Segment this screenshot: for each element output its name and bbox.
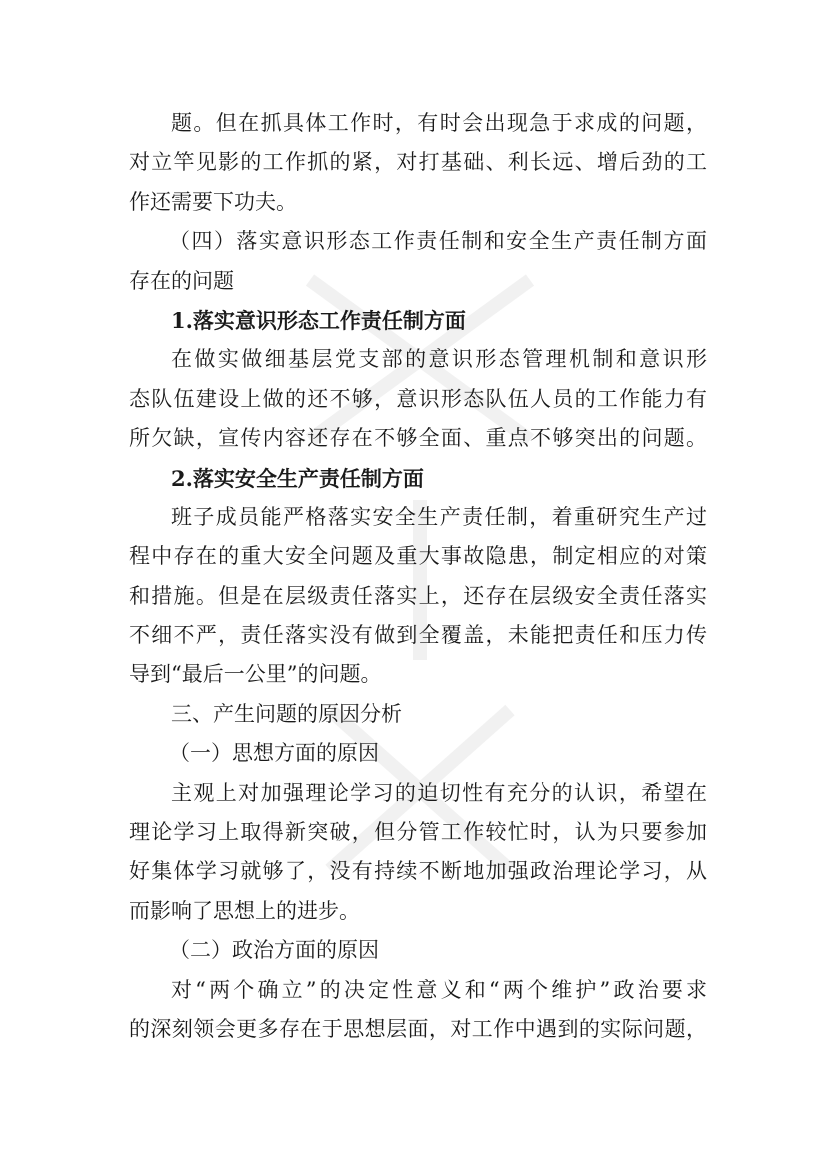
text-line: 在做实做细基层党支部的意识形态管理机制和意识形: [171, 347, 707, 372]
text-line: 态队伍建设上做的还不够，意识形态队伍人员的工作能力有: [129, 386, 707, 411]
text-line: 程中存在的重大安全问题及重大事故隐患，制定相应的对策: [129, 544, 707, 569]
text-line: 作还需要下功夫。: [129, 189, 297, 214]
text-line: 主观上对加强理论学习的迫切性有充分的认识，希望在: [171, 780, 707, 805]
text-line: 的深刻领会更多存在于思想层面，对工作中遇到的实际问题，: [129, 1016, 707, 1041]
text-line: 和措施。但是在层级责任落实上，还存在层级安全责任落实: [129, 583, 707, 608]
text-line: 而影响了思想上的进步。: [129, 898, 360, 923]
text-line: 班子成员能严格落实安全生产责任制，着重研究生产过: [171, 504, 707, 529]
text-line: 2.落实安全生产责任制方面: [171, 465, 424, 491]
text-line: （四）落实意识形态工作责任制和安全生产责任制方面: [169, 229, 707, 254]
text-line: 理论学习上取得新突破，但分管工作较忙时，认为只要参加: [129, 820, 707, 845]
text-line: 存在的问题: [129, 268, 234, 293]
document-body: [129, 104, 707, 1049]
text-line: 对“两个确立”的决定性意义和“两个维护”政治要求: [171, 977, 707, 1002]
text-line: 对立竿见影的工作抓的紧，对打基础、利长远、增后劲的工: [129, 150, 707, 175]
text-line: 所欠缺，宣传内容还存在不够全面、重点不够突出的问题。: [129, 426, 707, 451]
text-line: 三、产生问题的原因分析: [171, 701, 402, 726]
text-line: 1.落实意识形态工作责任制方面: [171, 307, 466, 333]
text-line: （二）政治方面的原因: [169, 938, 379, 963]
text-line: （一）思想方面的原因: [169, 741, 379, 766]
text-line: 题。但在抓具体工作时，有时会出现急于求成的问题，: [171, 111, 707, 135]
text-line: 不细不严，责任落实没有做到全覆盖，未能把责任和压力传: [129, 623, 707, 648]
text-line: 好集体学习就够了，没有持续不断地加强政治理论学习，从: [129, 859, 707, 884]
text-line: 导到“最后一公里”的问题。: [129, 662, 382, 687]
